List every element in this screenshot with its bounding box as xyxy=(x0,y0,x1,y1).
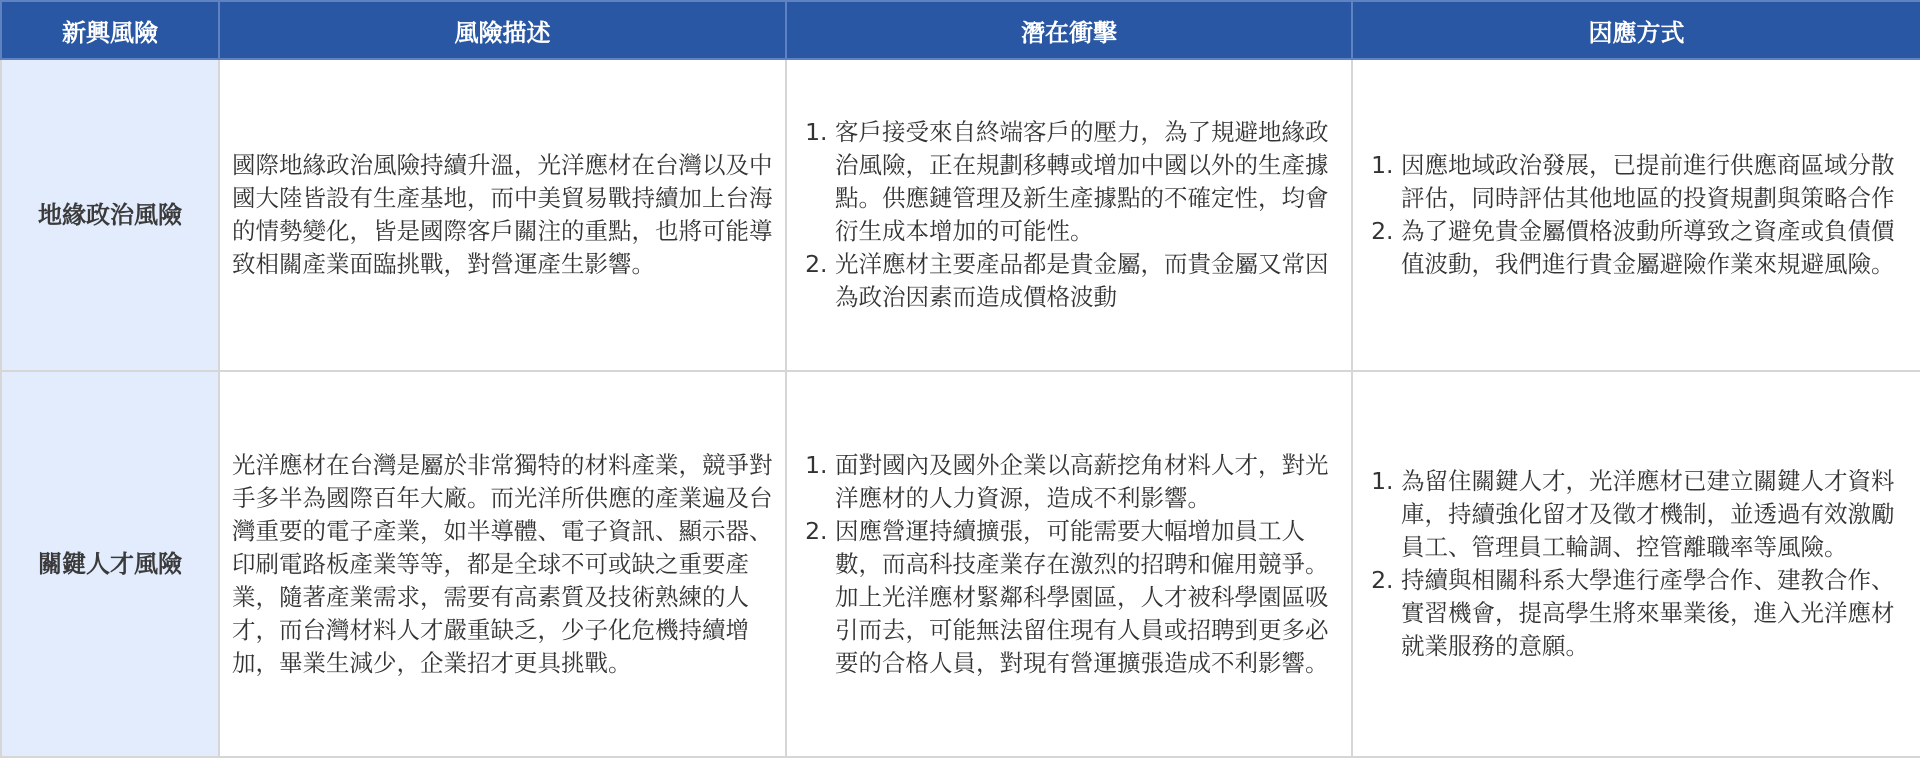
header-emerging-risk: 新興風險 xyxy=(1,1,219,59)
impact-list xyxy=(801,449,1337,680)
header-response: 因應方式 xyxy=(1352,1,1920,59)
risk-name-cell: 地緣政治風險 xyxy=(1,59,219,371)
potential-impact-cell xyxy=(786,371,1352,757)
risk-description-cell: 國際地緣政治風險持續升溫，光洋應材在台灣以及中國大陸皆設有生產基地，而中美貿易戰持續加上台海的情勢變化，皆是國際客戶關注的重點，也將可能導致相關產業面臨挑戰，對營運產生影響。 xyxy=(219,59,786,371)
impact-item: 2. 光洋應材主要產品都是貴金屬，而貴金屬又常因為政治因素而造成價格波動 xyxy=(835,248,1337,314)
risk-name-cell: 關鍵人才風險 xyxy=(1,371,219,757)
table-header xyxy=(1,1,1920,59)
header-potential-impact: 潛在衝擊 xyxy=(786,1,1352,59)
response-list xyxy=(1367,465,1906,663)
response-item: 1. 為留住關鍵人才，光洋應材已建立關鍵人才資料庫，持續強化留才及徵才機制，並透過有效激勵員工、管理員工輪調、控管離職率等風險。 xyxy=(1401,465,1906,564)
header-risk-description: 風險描述 xyxy=(219,1,786,59)
header-row xyxy=(1,1,1920,59)
table-row-key-talent-risk xyxy=(1,371,1920,757)
potential-impact-cell xyxy=(786,59,1352,371)
response-item: 2. 為了避免貴金屬價格波動所導致之資產或負債價值波動，我們進行貴金屬避險作業來規避風險。 xyxy=(1401,215,1906,281)
response-item: 2. 持續與相關科系大學進行產學合作、建教合作、實習機會，提高學生將來畢業後，進入光洋應材就業服務的意願。 xyxy=(1401,564,1906,663)
impact-item: 1. 面對國內及國外企業以高薪挖角材料人才，對光洋應材的人力資源，造成不利影響。 xyxy=(835,449,1337,515)
response-cell xyxy=(1352,371,1920,757)
response-item: 1. 因應地域政治發展，已提前進行供應商區域分散評估，同時評估其他地區的投資規劃與策略合作 xyxy=(1401,149,1906,215)
impact-list xyxy=(801,116,1337,314)
impact-item: 2. 因應營運持續擴張，可能需要大幅增加員工人數，而高科技產業存在激烈的招聘和僱用競爭。加上光洋應材緊鄰科學園區，人才被科學園區吸引而去，可能無法留住現有人員或招聘到更多必要的合格人員，對現有營運擴張造成不利影響。 xyxy=(835,515,1337,680)
impact-item: 1. 客戶接受來自終端客戶的壓力，為了規避地緣政治風險，正在規劃移轉或增加中國以外的生產據點。供應鏈管理及新生產據點的不確定性，均會衍生成本增加的可能性。 xyxy=(835,116,1337,248)
table-body xyxy=(1,59,1920,757)
response-list xyxy=(1367,149,1906,281)
table-row-geopolitical-risk xyxy=(1,59,1920,371)
risk-description-cell: 光洋應材在台灣是屬於非常獨特的材料產業，競爭對手多半為國際百年大廠。而光洋所供應的產業遍及台灣重要的電子產業，如半導體、電子資訊、顯示器、印刷電路板產業等等，都是全球不可或缺之重要產業，隨著產業需求，需要有高素質及技術熟練的人才，而台灣材料人才嚴重缺乏，少子化危機持續增加，畢業生減少，企業招才更具挑戰。 xyxy=(219,371,786,757)
response-cell xyxy=(1352,59,1920,371)
